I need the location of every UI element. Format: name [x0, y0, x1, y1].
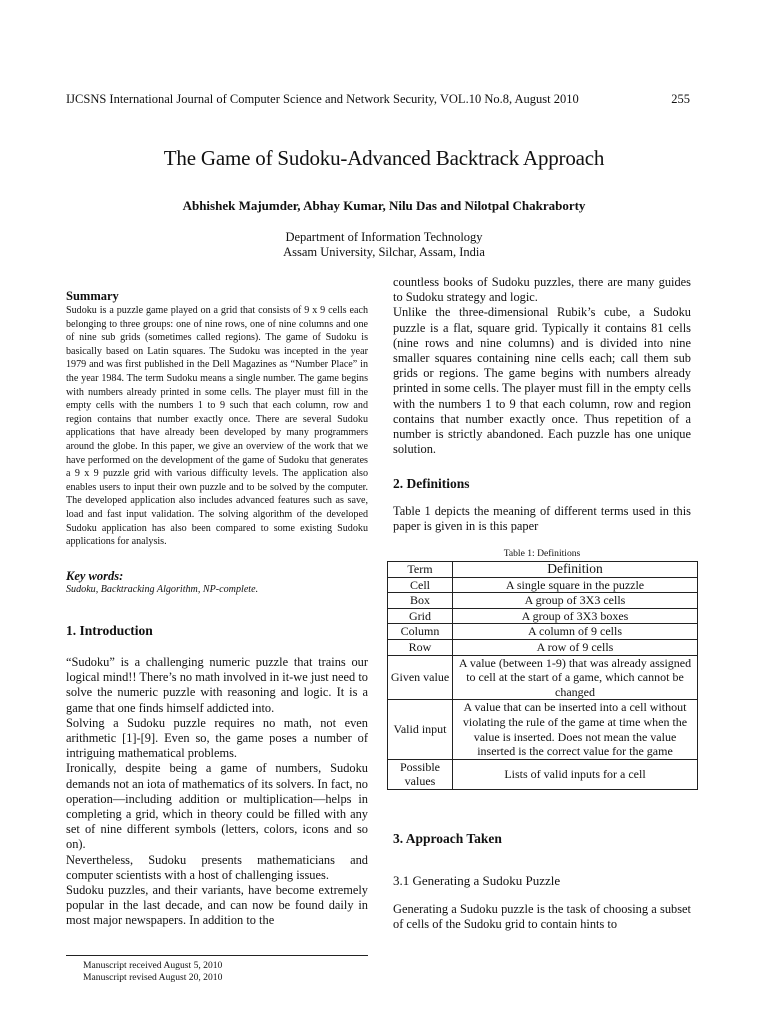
column-header-term: Term [388, 562, 453, 578]
term-cell: Column [388, 624, 453, 640]
definitions-table [387, 561, 698, 790]
paper-title: The Game of Sudoku-Advanced Backtrack Approach [163, 146, 605, 170]
journal-name: IJCSNS International Journal of Computer Science and Network Security, VOL.10 No.8, August 2010 [66, 92, 579, 106]
term-cell: Valid input [388, 700, 453, 759]
term-cell: Cell [388, 577, 453, 593]
term-cell: Possible values [388, 759, 453, 789]
affiliation [0, 230, 768, 260]
term-cell: Grid [388, 608, 453, 624]
approach-text: Generating a Sudoku puzzle is the task of choosing a subset of cells of the Sudoku grid to contain hints to [393, 902, 691, 932]
paper-authors: Abhishek Majumder, Abhay Kumar, Nilu Das and Nilotpal Chakraborty [182, 198, 586, 213]
table-row [388, 624, 698, 640]
summary-text: Sudoku is a puzzle game played on a grid that consists of 9 x 9 cells each belonging to three groups: one of nine rows, one of nine columns and one of nine sub grids (sometimes called regions). The game of Sudoku is basically based on Latin squares. The Sudoku was incepted in the year 1979 and was first published in the Dell Magazines as “Number Place” in the year 1984. The term Sudoku means a single number. The game begins with numbers already printed in some cells. The player must fill in the empty cells with the numbers 1 to 9 such that each column, row and region contains that number exactly once. There are several Sudoku applications that have already been developed by many programmers around the globe. In this paper, we give an overview of the work that we have performed on the development of the game of Sudoku that generates a 9 x 9 puzzle grid with various difficulty levels. The application also enables users to input their own puzzle and to be solved by the computer. The developed application also includes advanced features such as save, load and fast input validation. The solving algorithm of the developed Sudoku application has also been compared to some existing Sudoku applications for analysis. [66, 305, 368, 548]
definition-cell: A row of 9 cells [453, 639, 698, 655]
table-row [388, 593, 698, 609]
approach-subheading: 3.1 Generating a Sudoku Puzzle [393, 873, 561, 888]
definition-cell: A single square in the puzzle [453, 577, 698, 593]
introduction-paragraph: “Sudoku” is a challenging numeric puzzle that trains our logical mind!! There’s no math involved in it-we just need to solve the numeric puzzle with reasoning and logic. It is a game that one finds himself addicted into. [66, 655, 368, 715]
definition-cell: A value that can be inserted into a cell without violating the rule of the game at time when the value is inserted. Does not mean the value inserted is the correct value for the game [453, 700, 698, 759]
table-row [388, 608, 698, 624]
approach-heading: 3. Approach Taken [393, 831, 502, 846]
table-header-row [388, 562, 698, 578]
manuscript-received: Manuscript received August 5, 2010 [83, 960, 223, 971]
column-header-definition: Definition [453, 562, 698, 578]
term-cell: Box [388, 593, 453, 609]
footnote [83, 960, 222, 984]
page-number: 255 [671, 92, 690, 106]
definition-cell: A group of 3X3 cells [453, 593, 698, 609]
definitions-text: Table 1 depicts the meaning of different terms used in this paper is given in is this paper [393, 504, 691, 534]
footnote-divider [66, 955, 368, 956]
term-cell: Given value [388, 655, 453, 700]
definitions-heading: 2. Definitions [393, 476, 470, 491]
table-row [388, 639, 698, 655]
introduction-continued [393, 275, 691, 457]
summary-heading: Summary [66, 289, 119, 303]
definition-cell: A value (between 1-9) that was already assigned to cell at the start of a game, which cannot be changed [453, 655, 698, 700]
introduction-body [66, 655, 368, 929]
introduction-heading: 1. Introduction [66, 623, 153, 638]
table-row [388, 700, 698, 759]
definition-cell: A column of 9 cells [453, 624, 698, 640]
table-row [388, 759, 698, 789]
manuscript-revised: Manuscript revised August 20, 2010 [83, 972, 223, 984]
table-row [388, 655, 698, 700]
keywords-text: Sudoku, Backtracking Algorithm, NP-complete. [66, 584, 259, 595]
introduction-paragraph: Unlike the three-dimensional Rubik’s cube, a Sudoku puzzle is a flat, square grid. Typically it contains 81 cells (nine rows and nine columns) and is divided into nine smaller squares containing nine cells each; call them sub grids or regions. The game begins with numbers already printed in some cells. The player must fill in the empty cells with the numbers 1 to 9 that each column, row and region contains that number exactly once. Thus repetition of a number is strictly abandoned. Each puzzle has one unique solution. [393, 305, 691, 457]
keywords-heading: Key words: [66, 569, 124, 583]
introduction-paragraph: Nevertheless, Sudoku presents mathematicians and computer scientists with a host of challenging issues. [66, 852, 368, 882]
introduction-paragraph: Ironically, despite being a game of numbers, Sudoku demands not an iota of mathematics of its solvers. In fact, no operation—including addition or multiplication—helps in completing a grid, which in theory could be filled with any set of nine different symbols (letters, colors, icons and so on). [66, 761, 368, 852]
introduction-paragraph: countless books of Sudoku puzzles, there are many guides to Sudoku strategy and logic. [393, 275, 691, 305]
term-cell: Row [388, 639, 453, 655]
introduction-paragraph: Sudoku puzzles, and their variants, have become extremely popular in the last decade, and can now be found daily in most major newspapers. In addition to the [66, 883, 368, 928]
affiliation-university: Assam University, Silchar, Assam, India [283, 245, 485, 259]
introduction-paragraph: Solving a Sudoku puzzle requires no math, not even arithmetic [1]-[9]. Even so, the game poses a number of intriguing mathematical problems. [66, 715, 368, 761]
affiliation-department: Department of Information Technology [285, 230, 483, 244]
table-row [388, 577, 698, 593]
table-caption: Table 1: Definitions [503, 548, 581, 559]
definition-cell: Lists of valid inputs for a cell [453, 759, 698, 789]
definition-cell: A group of 3X3 boxes [453, 608, 698, 624]
